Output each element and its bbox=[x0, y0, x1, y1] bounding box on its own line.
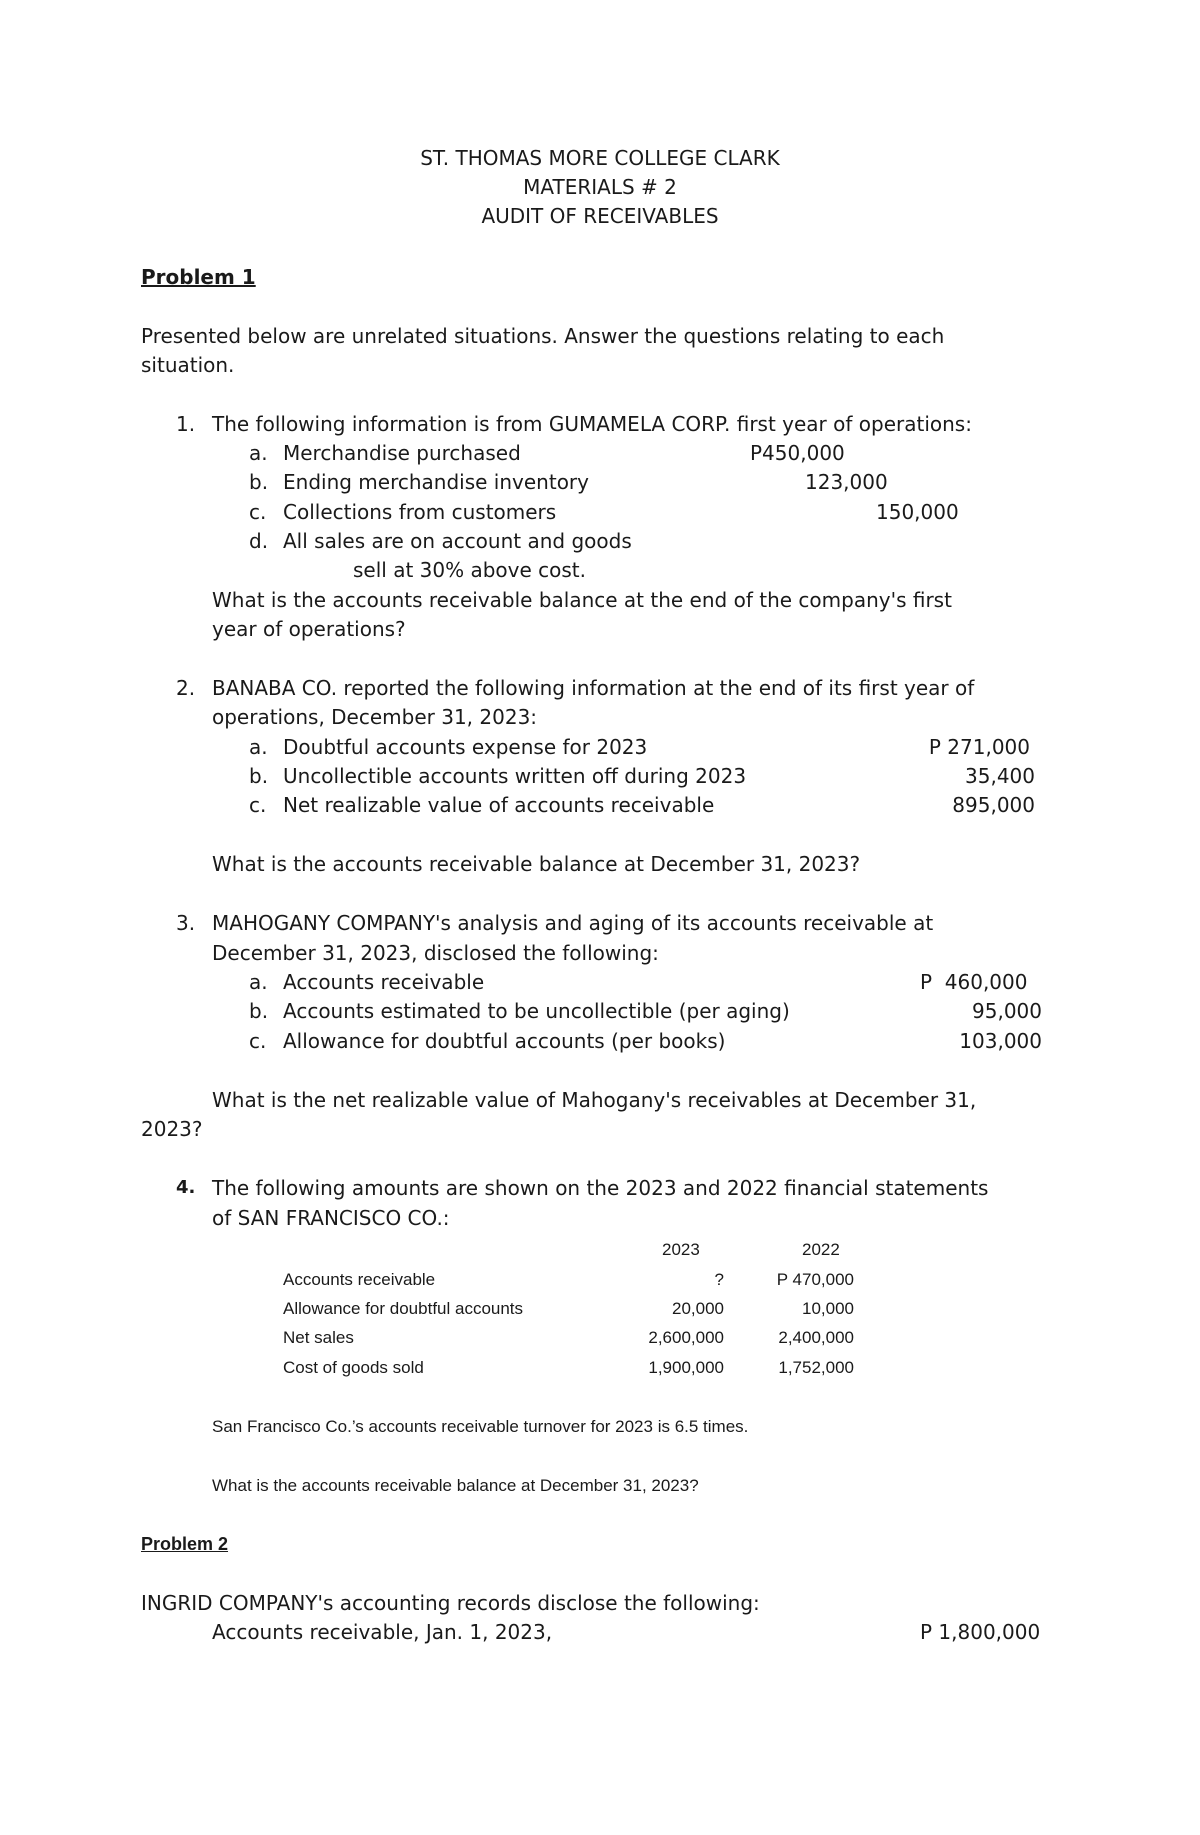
problem1-title: Problem 1 bbox=[141, 265, 256, 289]
q2-text-line1: BANABA CO. reported the following information at the end of its first year of bbox=[212, 676, 975, 700]
q4-turnover-note: San Francisco Co.’s accounts receivable turnover for 2023 is 6.5 times. bbox=[212, 1417, 749, 1436]
q1-item-label: Merchandise purchased bbox=[283, 441, 521, 465]
q2-item-value: 35,400 bbox=[965, 764, 1035, 788]
q2-item-letter: c. bbox=[249, 793, 267, 817]
table-cell-2022: 1,752,000 bbox=[778, 1358, 854, 1377]
table-cell-2023: 20,000 bbox=[672, 1299, 724, 1318]
table-cell-2023: 1,900,000 bbox=[648, 1358, 724, 1377]
problem2-title: Problem 2 bbox=[141, 1534, 229, 1554]
q3-item-label: Accounts receivable bbox=[283, 970, 485, 994]
q2-question: What is the accounts receivable balance at December 31, 2023? bbox=[212, 852, 861, 876]
q3-item-letter: a. bbox=[249, 970, 268, 994]
problem1-intro-line1: Presented below are unrelated situations. Answer the questions relating to each bbox=[141, 324, 945, 348]
q3-number: 3. bbox=[176, 911, 196, 935]
q3-item-letter: c. bbox=[249, 1029, 267, 1053]
table-row-label: Accounts receivable bbox=[283, 1270, 436, 1289]
table-row-label: Cost of goods sold bbox=[283, 1358, 424, 1377]
q1-item-value: 150,000 bbox=[876, 500, 959, 524]
q1-item-letter: b. bbox=[249, 470, 269, 494]
q3-item-label: Accounts estimated to be uncollectible (per aging) bbox=[283, 999, 790, 1023]
table-cell-2022: P 470,000 bbox=[776, 1270, 854, 1289]
q2-text-line2: operations, December 31, 2023: bbox=[212, 705, 538, 729]
q1-item-value: P450,000 bbox=[750, 441, 845, 465]
problem2-item-label: Accounts receivable, Jan. 1, 2023, bbox=[212, 1620, 553, 1644]
table-cell-2023: ? bbox=[714, 1270, 724, 1289]
problem1-intro-line2: situation. bbox=[141, 353, 235, 377]
q1-item-letter: a. bbox=[249, 441, 268, 465]
table-row-label: Net sales bbox=[283, 1328, 354, 1347]
q4-number: 4. bbox=[176, 1177, 196, 1198]
table-header-2023: 2023 bbox=[662, 1240, 700, 1259]
q1-item-label: Ending merchandise inventory bbox=[283, 470, 589, 494]
q3-item-label: Allowance for doubtful accounts (per books) bbox=[283, 1029, 726, 1053]
q3-text-line1: MAHOGANY COMPANY's analysis and aging of its accounts receivable at bbox=[212, 911, 934, 935]
table-row-label: Allowance for doubtful accounts bbox=[283, 1299, 524, 1318]
q1-item-label: Collections from customers bbox=[283, 500, 557, 524]
q1-item-d-continuation: sell at 30% above cost. bbox=[353, 558, 586, 582]
problem2-text: INGRID COMPANY's accounting records disclose the following: bbox=[141, 1591, 760, 1615]
q2-item-value: P 271,000 bbox=[928, 735, 1030, 759]
q2-number: 2. bbox=[176, 676, 196, 700]
table-cell-2022: 2,400,000 bbox=[778, 1328, 854, 1347]
school-name: ST. THOMAS MORE COLLEGE CLARK bbox=[420, 146, 780, 170]
q3-item-value: 95,000 bbox=[972, 999, 1042, 1023]
problem2-item-value: P 1,800,000 bbox=[920, 1620, 1041, 1644]
q1-number: 1. bbox=[176, 412, 196, 436]
q2-item-letter: b. bbox=[249, 764, 269, 788]
table-cell-2022: 10,000 bbox=[802, 1299, 854, 1318]
q4-text-line2: of SAN FRANCISCO CO.: bbox=[212, 1206, 450, 1230]
q2-item-label: Net realizable value of accounts receivable bbox=[283, 793, 715, 817]
q4-question: What is the accounts receivable balance at December 31, 2023? bbox=[212, 1476, 699, 1495]
q1-item-letter: d. bbox=[249, 529, 269, 553]
q2-item-value: 895,000 bbox=[952, 793, 1035, 817]
q2-item-letter: a. bbox=[249, 735, 268, 759]
q1-question-line2: year of operations? bbox=[212, 617, 406, 641]
q2-item-label: Uncollectible accounts written off during 2023 bbox=[283, 764, 747, 788]
q3-text-line2: December 31, 2023, disclosed the following: bbox=[212, 941, 659, 965]
q4-text-line1: The following amounts are shown on the 2023 and 2022 financial statements bbox=[212, 1176, 989, 1200]
table-header-2022: 2022 bbox=[802, 1240, 840, 1259]
q1-question-line1: What is the accounts receivable balance at the end of the company's first bbox=[212, 588, 952, 612]
q1-item-letter: c. bbox=[249, 500, 267, 524]
materials-number: MATERIALS # 2 bbox=[523, 175, 677, 199]
q2-item-label: Doubtful accounts expense for 2023 bbox=[283, 735, 648, 759]
q3-item-letter: b. bbox=[249, 999, 269, 1023]
table-cell-2023: 2,600,000 bbox=[648, 1328, 724, 1347]
q3-question-line1: What is the net realizable value of Mahogany's receivables at December 31, bbox=[212, 1088, 977, 1112]
subject-title: AUDIT OF RECEIVABLES bbox=[481, 204, 719, 228]
q3-item-value: 103,000 bbox=[959, 1029, 1042, 1053]
q1-text: The following information is from GUMAMELA CORP. first year of operations: bbox=[212, 412, 972, 436]
q3-question-line2: 2023? bbox=[141, 1117, 203, 1141]
q3-item-value: P 460,000 bbox=[920, 970, 1028, 994]
q1-item-label: All sales are on account and goods bbox=[283, 529, 632, 553]
q1-item-value: 123,000 bbox=[805, 470, 888, 494]
